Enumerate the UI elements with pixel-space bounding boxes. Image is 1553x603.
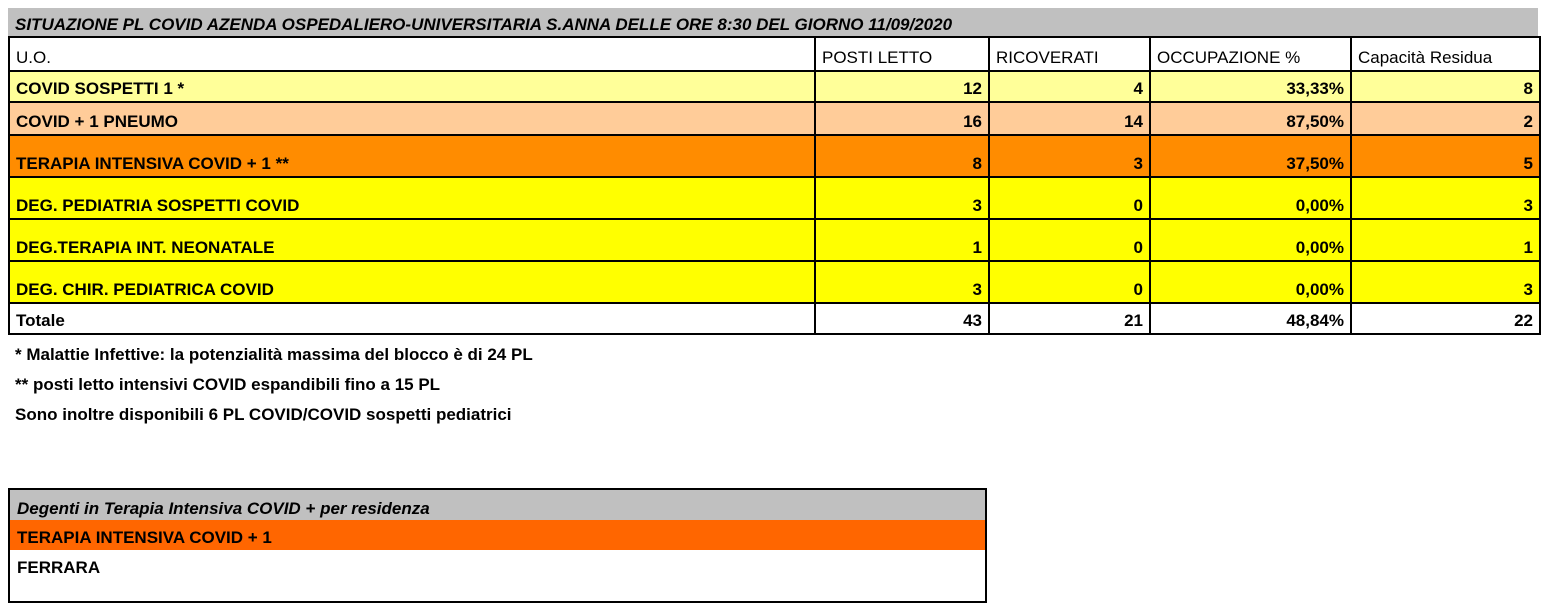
table-header-row xyxy=(9,37,1540,71)
row-occupazione: 0,00% xyxy=(1150,177,1351,219)
row-occupazione: 0,00% xyxy=(1150,219,1351,261)
row-occupazione: 37,50% xyxy=(1150,135,1351,177)
row-ricoverati: 0 xyxy=(989,219,1150,261)
row-ricoverati: 0 xyxy=(989,177,1150,219)
table-row xyxy=(9,71,1540,102)
total-label: Totale xyxy=(9,303,815,334)
row-posti-letto: 16 xyxy=(815,102,989,135)
row-posti-letto: 12 xyxy=(815,71,989,102)
row-unit-name: DEG.TERAPIA INT. NEONATALE xyxy=(9,219,815,261)
footnotes xyxy=(15,344,533,434)
total-capacita-residua: 22 xyxy=(1351,303,1540,334)
table-row xyxy=(9,261,1540,303)
column-header-posti-letto: POSTI LETTO xyxy=(815,37,989,71)
row-occupazione: 0,00% xyxy=(1150,261,1351,303)
row-ricoverati: 4 xyxy=(989,71,1150,102)
table-row xyxy=(9,102,1540,135)
residence-table-title: Degenti in Terapia Intensiva COVID + per residenza xyxy=(10,490,985,520)
total-posti-letto: 43 xyxy=(815,303,989,334)
footnote-malattie-infettive: * Malattie Infettive: la potenzialità massima del blocco è di 24 PL xyxy=(15,345,533,364)
row-capacita-residua: 2 xyxy=(1351,102,1540,135)
row-unit-name: DEG. PEDIATRIA SOSPETTI COVID xyxy=(9,177,815,219)
row-ricoverati: 3 xyxy=(989,135,1150,177)
residence-table xyxy=(8,488,987,603)
total-occupazione: 48,84% xyxy=(1150,303,1351,334)
row-capacita-residua: 1 xyxy=(1351,219,1540,261)
column-header-capacita-residua: Capacità Residua xyxy=(1351,37,1540,71)
row-unit-name: COVID SOSPETTI 1 * xyxy=(9,71,815,102)
row-capacita-residua: 3 xyxy=(1351,261,1540,303)
row-ricoverati: 14 xyxy=(989,102,1150,135)
row-ricoverati: 0 xyxy=(989,261,1150,303)
total-ricoverati: 21 xyxy=(989,303,1150,334)
footnote-posti-intensivi: ** posti letto intensivi COVID espandibili fino a 15 PL xyxy=(15,375,441,394)
column-header-ricoverati: RICOVERATI xyxy=(989,37,1150,71)
total-row xyxy=(9,303,1540,334)
column-header-occupazione: OCCUPAZIONE % xyxy=(1150,37,1351,71)
row-capacita-residua: 5 xyxy=(1351,135,1540,177)
residence-ferrara: FERRARA xyxy=(17,558,101,577)
row-posti-letto: 3 xyxy=(815,261,989,303)
table-row xyxy=(9,177,1540,219)
table-row xyxy=(9,219,1540,261)
row-occupazione: 87,50% xyxy=(1150,102,1351,135)
row-occupazione: 33,33% xyxy=(1150,71,1351,102)
table-row xyxy=(9,135,1540,177)
column-header-uo: U.O. xyxy=(9,37,815,71)
row-posti-letto: 3 xyxy=(815,177,989,219)
residence-ward-label: TERAPIA INTENSIVA COVID + 1 xyxy=(10,520,985,550)
covid-beds-table xyxy=(8,36,1541,335)
row-unit-name: COVID + 1 PNEUMO xyxy=(9,102,815,135)
row-capacita-residua: 3 xyxy=(1351,177,1540,219)
footnote-pediatrici: Sono inoltre disponibili 6 PL COVID/COVID sospetti pediatrici xyxy=(15,405,512,424)
row-posti-letto: 1 xyxy=(815,219,989,261)
report-title: SITUAZIONE PL COVID AZENDA OSPEDALIERO-UNIVERSITARIA S.ANNA DELLE ORE 8:30 DEL GIORNO 11/09/2020 xyxy=(8,8,1538,36)
row-capacita-residua: 8 xyxy=(1351,71,1540,102)
row-unit-name: TERAPIA INTENSIVA COVID + 1 ** xyxy=(9,135,815,177)
row-unit-name: DEG. CHIR. PEDIATRICA COVID xyxy=(9,261,815,303)
row-posti-letto: 8 xyxy=(815,135,989,177)
